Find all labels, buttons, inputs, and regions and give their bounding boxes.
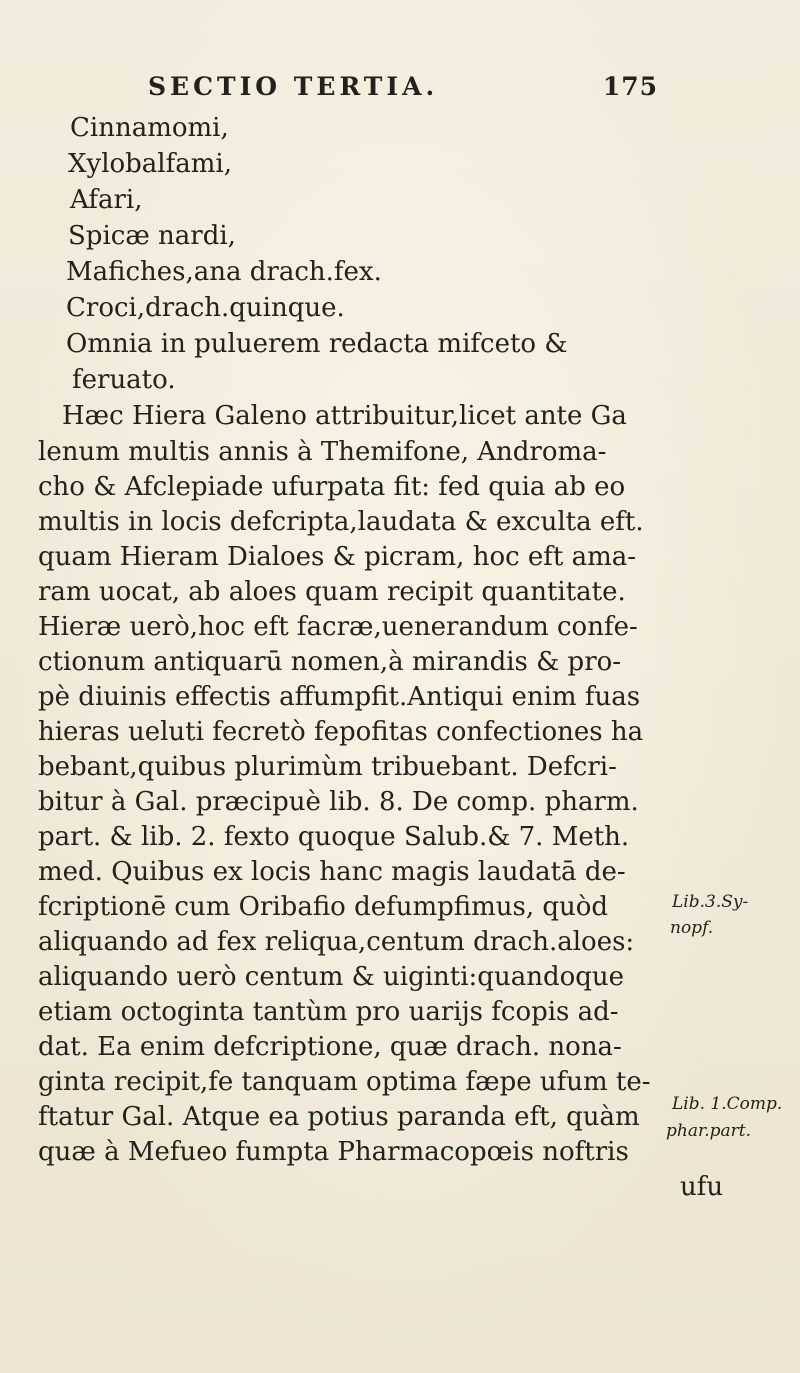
text-line: lenum multis annis à Themifone, Androma-	[38, 437, 607, 467]
text-line: aliquando uerò centum & uiginti:quandoque	[38, 962, 625, 992]
text-line: pè diuinis effectis affumpfit.Antiqui enim fuas	[38, 682, 641, 712]
text-line: feruato.	[72, 365, 176, 395]
text-line: Afari,	[70, 185, 143, 215]
margin-note: Lib. 1.Comp.	[672, 1094, 783, 1114]
text-line: ram uocat, ab aloes quam recipit quantitate.	[38, 577, 626, 607]
text-line: ftatur Gal. Atque ea potius paranda eft, quàm	[38, 1102, 640, 1132]
text-line: Spicæ nardi,	[68, 221, 236, 251]
text-line: med. Quibus ex locis hanc magis laudatā de-	[38, 857, 626, 887]
text-line: quæ à Mefueo fumpta Pharmacopœis noftris	[38, 1137, 629, 1167]
text-line: hieras ueluti fecretò fepofitas confectiones ha	[38, 717, 644, 747]
page-header	[148, 72, 658, 106]
text-line: ctionum antiquarū nomen,à mirandis & pro-	[38, 647, 622, 677]
text-line: aliquando ad fex reliqua,centum drach.aloes:	[38, 927, 635, 957]
catchword: ufu	[680, 1172, 724, 1202]
text-line: cho & Afclepiade ufurpata fit: fed quia ab eo	[38, 472, 626, 502]
text-line: ginta recipit,fe tanquam optima fæpe ufum te-	[38, 1067, 651, 1097]
text-line: Hæc Hiera Galeno attribuitur,licet ante Ga	[62, 401, 627, 431]
text-line: quam Hieram Dialoes & picram, hoc eft ama-	[38, 542, 637, 572]
text-line: fcriptionē cum Oribafio defumpfimus, quòd	[38, 892, 609, 922]
text-line: Croci,drach.quinque.	[66, 293, 345, 323]
text-line: dat. Ea enim defcriptione, quæ drach. nona-	[38, 1032, 622, 1062]
text-line: Cinnamomi,	[70, 113, 229, 143]
running-title: SECTIO TERTIA.	[148, 72, 439, 101]
text-line: Omnia in puluerem redacta mifceto &	[66, 329, 568, 359]
text-line: Xylobalfami,	[68, 149, 232, 179]
margin-note: phar.part.	[666, 1121, 752, 1141]
margin-note: Lib.3.Sy-	[672, 892, 749, 912]
text-line: part. & lib. 2. fexto quoque Salub.& 7. Meth.	[38, 822, 630, 852]
page-number: 175	[602, 72, 658, 101]
text-line: etiam octoginta tantùm pro uarijs fcopis ad-	[38, 997, 619, 1027]
text-line: bitur à Gal. præcipuè lib. 8. De comp. pharm.	[38, 787, 639, 817]
margin-note: nopf.	[670, 918, 714, 938]
text-line: bebant,quibus plurimùm tribuebant. Defcri-	[38, 752, 617, 782]
text-line: Mafiches,ana drach.fex.	[66, 257, 382, 287]
text-line: Hieræ uerò,hoc eft facræ,uenerandum confe-	[38, 612, 638, 642]
text-line: multis in locis defcripta,laudata & exculta eft.	[38, 507, 644, 537]
